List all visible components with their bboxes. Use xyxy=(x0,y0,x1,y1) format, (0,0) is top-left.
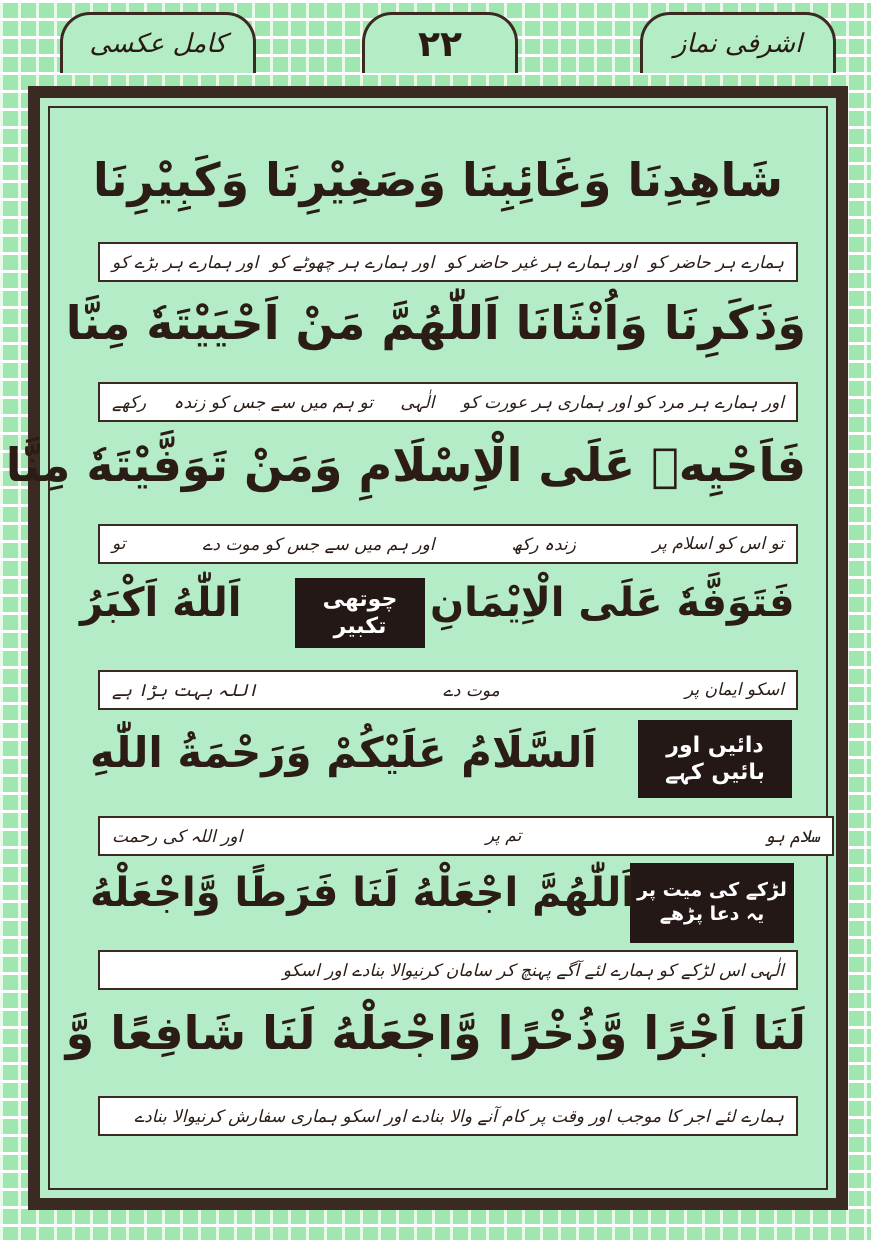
translation-text: اور ہمارے ہر مرد کو اور ہماری ہر عورت کو xyxy=(461,392,784,413)
arabic-line-7: لَنَا اَجْرًا وَّذُخْرًا وَّاجْعَلْهُ لَنَا شَافِعًا وَّ xyxy=(65,1006,806,1060)
translation-box-5 xyxy=(98,816,834,856)
book-subtitle-tab xyxy=(60,12,256,73)
allahu-akbar: اَللّٰهُ اَكْبَرُ xyxy=(80,580,242,626)
page-number-tab xyxy=(362,12,518,73)
translation-text: ہمارے لئے اجر کا موجب اور وقت پر کام آنے والا بنادے اور اسکو ہماری سفارش کرنیوالا بنادے xyxy=(134,1106,784,1127)
translation-text: اسکو ایمان پر xyxy=(684,680,784,700)
page-frame xyxy=(5,86,848,1210)
translation-text: الٰہی اس لڑکے کو ہمارے لئے آگے پہنچ کر سامان کرنیوالا بنادے اور اسکو xyxy=(282,960,784,981)
translation-box-2 xyxy=(98,382,798,422)
fourth-takbir-label: چوتھی تکبیر xyxy=(295,578,425,648)
translation-box-7 xyxy=(98,1096,798,1136)
label-text: بائیں کہے xyxy=(665,760,765,785)
translation-text: اور ہم میں سے جس کو موت دے xyxy=(202,534,435,555)
arabic-line-5: اَلسَّلَامُ عَلَيْكُمْ وَرَحْمَةُ اللّٰهِ xyxy=(90,728,597,777)
translation-text: رکھے xyxy=(112,392,147,413)
arabic-line-3: فَاَحْيِهٖ عَلَى الْاِسْلَامِ وَمَنْ تَوَفَّيْتَهٗ مِنَّا xyxy=(5,438,806,492)
page-number: ۲۲ xyxy=(418,23,462,65)
translation-text: الٰہی xyxy=(400,392,435,413)
boy-funeral-label xyxy=(630,863,794,943)
arabic-line-6: اَللّٰهُمَّ اجْعَلْهُ لَنَا فَرَطًا وَّاجْعَلْهُ xyxy=(90,870,635,916)
arabic-line-2: وَذَكَرِنَا وَاُنْثَانَا اَللّٰهُمَّ مَنْ اَحْيَيْتَهٗ مِنَّا xyxy=(65,296,806,350)
translation-box-3 xyxy=(98,524,798,564)
translation-text: تم پر xyxy=(485,826,522,846)
translation-text: تو اس کو اسلام پر xyxy=(652,534,784,554)
translation-text: ہمارے ہر حاضر کو xyxy=(648,252,784,273)
translation-box-4 xyxy=(98,670,798,710)
translation-text: زندہ رکھ xyxy=(511,534,576,555)
content-panel xyxy=(5,106,828,1190)
translation-text: اللہ بہت بڑا ہے xyxy=(112,680,258,701)
translation-text: اور اللہ کی رحمت xyxy=(112,826,243,847)
arabic-line-1: شَاهِدِنَا وَغَائِبِنَا وَصَغِيْرِنَا وَكَبِيْرِنَا xyxy=(93,153,783,207)
book-title-tab xyxy=(640,12,836,73)
translation-text: اور ہمارے ہر بڑے کو xyxy=(112,252,259,273)
translation-text: تو ہم میں سے جس کو زندہ xyxy=(173,392,373,413)
translation-text: اور ہمارے ہر چھوٹے کو xyxy=(270,252,435,273)
salam-instruction-label xyxy=(638,720,792,798)
book-title: اشرفی نماز xyxy=(673,29,803,59)
book-subtitle: کامل عکسی xyxy=(89,29,227,59)
label-text: لڑکے کی میت پر xyxy=(637,879,787,902)
translation-box-1 xyxy=(98,242,798,282)
translation-text: اور ہمارے ہر غیر حاضر کو xyxy=(446,252,637,273)
translation-text: سلام ہو xyxy=(764,826,820,847)
translation-text: موت دے xyxy=(442,680,500,701)
translation-text: تو xyxy=(112,534,126,554)
label-text: دائیں اور xyxy=(666,732,764,758)
translation-box-6 xyxy=(98,950,798,990)
label-text: یہ دعا پڑھے xyxy=(659,903,765,925)
arabic-line-4: فَتَوَفَّهٗ عَلَى الْاِيْمَانِ xyxy=(430,580,795,626)
